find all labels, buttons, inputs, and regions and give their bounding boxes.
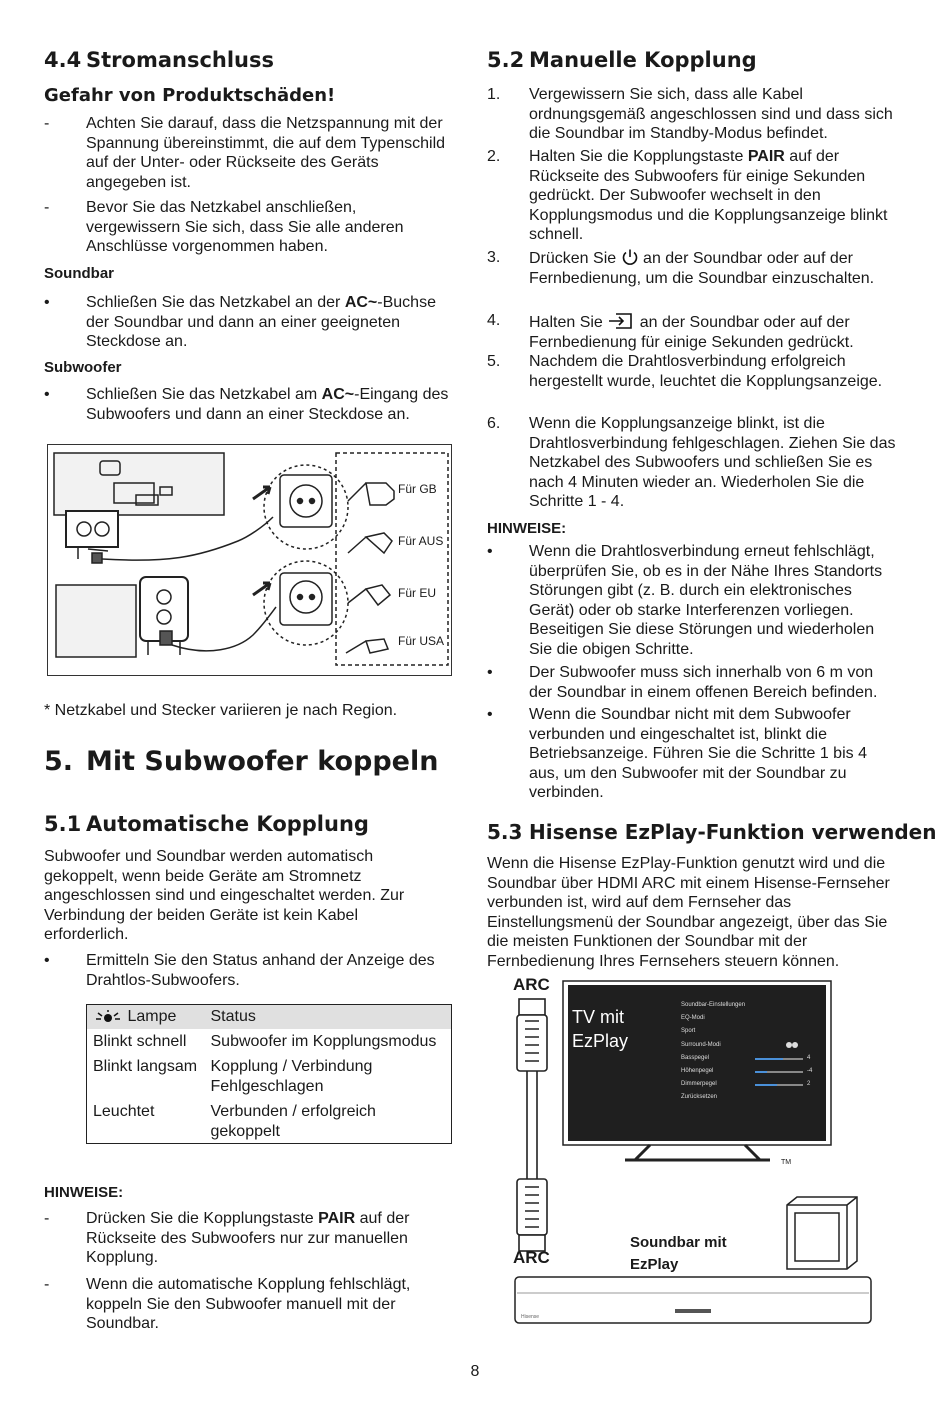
list-item-text: Wenn die Drahtlosverbindung erneut fehlschlägt, überprüfen Sie, ob es in der Nähe Ihres Standorts Störungen gibt (z. B. durch ein elektronisches Gerät) oder ob starke Interferenzen vorliegen. Beseitigen Sie diese Störungen und wiederholen Sie die obigen Schritte. [529,543,883,658]
step-item [487,311,899,352]
table-row [87,1054,452,1099]
table-row [87,1099,452,1144]
auto-pairing-intro: Subwoofer und Soundbar werden automatisch gekoppelt, wenn beide Geräte am Stromnetz angeschlossen sind und eingeschaltet werden. Zur Verbindung der beiden Geräte ist kein Kabel erforderlich. [44,848,405,943]
chapter-title: Mit Subwoofer koppeln [86,746,439,777]
list-item [44,114,454,192]
menu-item: EQ-Modi [681,1015,705,1022]
notes-heading: HINWEISE: [44,1184,124,1201]
region-label: Für EU [398,586,437,600]
power-connection-illustration [47,444,452,676]
ezplay-illustration [505,975,885,1325]
list-item [44,198,454,257]
bullet-marker: • [44,294,50,311]
region-label: Für USA [398,634,445,648]
trademark-label: TM [781,1159,792,1166]
section-number: 5.3 [487,820,523,844]
arc-label-top: ARC [513,975,550,994]
dash-marker: - [44,199,50,216]
step-number: 6. [487,415,501,432]
step-text: Nachdem die Drahtlosverbindung erfolgreich hergestellt wurde, leuchtet die Kopplungsanzeige. [529,353,883,390]
step-number: 3. [487,249,501,266]
step-text: Halten Sie die Kopplungstaste PAIR auf der Rückseite des Subwoofers für einige Sekunden gedrückt. Der Subwoofer wechselt in den Kopplungsmodus und die Kopplungsanzeige blinkt schnell. [529,148,888,243]
soundbar-label: Soundbar mit EzPlay [630,1234,727,1273]
status-table [86,1004,452,1144]
step-number: 4. [487,312,501,329]
list-item [44,293,454,352]
step-text: Halten Sie an der Soundbar oder auf der Fernbedienung für einige Sekunden gedrückt. [529,311,899,352]
list-item-text: Der Subwoofer muss sich innerhalb von 6 m von der Soundbar in einem offenen Bereich befinden. [529,664,878,701]
bullet-marker: • [44,952,50,969]
list-item [44,951,454,990]
brand-logo: Hisense [521,1314,540,1320]
chapter-number: 5. [44,746,74,777]
step-number: 2. [487,148,501,165]
table-cell: Verbunden / erfolgreich gekoppelt [210,1103,376,1140]
menu-item: Surround-Modi [681,1041,721,1048]
lamp-icon [93,1009,123,1023]
section-4-4-heading [44,47,274,73]
table-header-lamp: Lampe [87,1005,205,1029]
step-item [487,352,899,391]
section-number: 5.2 [487,48,525,72]
bullet-marker: • [44,386,50,403]
section-title: Hisense EzPlay-Funktion verwenden [529,820,937,844]
power-cable-diagram [48,445,450,674]
chapter-5-heading [44,746,439,777]
menu-item: Höhenpegel -4 [681,1068,813,1075]
table-cell: Blinkt langsam [93,1058,198,1075]
list-item-text: Wenn die Soundbar nicht mit dem Subwoofer verbunden und eingeschaltet ist, blinkt die Betriebsanzeige. Führen Sie die Schritte 1 bis 4 aus, um den Subwoofer mit der Soundbar zu verbinden. [529,706,867,801]
bullet-marker: • [487,664,493,681]
section-title: Stromanschluss [86,48,274,72]
region-label: Für AUS [398,534,444,548]
list-item [44,1275,444,1334]
ezplay-intro: Wenn die Hisense EzPlay-Funktion genutzt wird und die Soundbar über HDMI ARC mit einem Hisense-Fernseher verbunden ist, wird auf dem Fernseher das Einstellungsmenü der Soundbar angezeigt, über das Sie die meisten Funktionen der Soundbar mit der Fernbedienung Ihres Fernsehers steuern können. [487,855,890,970]
power-icon [621,248,639,266]
section-number: 4.4 [44,48,82,72]
table-cell: Subwoofer im Kopplungsmodus [210,1032,437,1050]
soundbar-settings-menu [681,999,831,1105]
menu-item: Basspegel 4 [681,1054,811,1061]
list-item [487,663,899,702]
step-item [487,248,899,288]
list-item-text: Wenn die automatische Kopplung fehlschlägt, koppeln Sie den Subwoofer manuell mit der Soundbar. [86,1276,411,1332]
section-5-1-heading [44,811,369,837]
step-number: 1. [487,86,501,103]
menu-item: Dimmerpegel 2 [681,1081,811,1088]
section-5-2-heading [487,47,757,73]
step-text: Wenn die Kopplungsanzeige blinkt, ist die Drahtlosverbindung fehlgeschlagen. Ziehen Sie das Netzkabel des Subwoofers und schließen Sie es nach 4 Minuten wieder an. Wiederholen Sie die Schritte 1 - 4. [529,415,896,510]
footnote: * Netzkabel und Stecker variieren je nach Region. [44,702,398,719]
list-item-text: Achten Sie darauf, dass die Netzspannung mit der Spannung übereinstimmt, die auf dem Typenschild auf der Unter- oder Rückseite des Geräts angegeben ist. [86,115,446,191]
soundbar-subheading: Soundbar [44,265,114,282]
menu-title: Soundbar-Einstellungen [681,1002,746,1008]
step-item [487,85,899,144]
table-header-status: Status [210,1008,256,1025]
list-item [44,385,454,424]
list-item-text: Ermitteln Sie den Status anhand der Anzeige des Drahtlos-Subwoofers. [86,952,435,989]
list-item-text: Schließen Sie das Netzkabel am AC~-Eingang des Subwoofers und dann an einer Steckdose an. [86,386,449,423]
step-item [487,414,899,512]
bullet-marker: • [487,706,493,723]
step-number: 5. [487,353,501,370]
step-item [487,147,899,245]
region-label: Für GB [398,482,437,496]
tv-label: TV mit EzPlay [572,1007,629,1051]
table-cell: Blinkt schnell [93,1032,187,1050]
list-item-text: Schließen Sie das Netzkabel an der AC~-Buchse der Soundbar und dann an einer geeigneten Steckdose an. [86,294,436,350]
dash-marker: - [44,115,50,132]
page-number: 8 [470,1363,480,1380]
input-source-icon [607,311,635,331]
section-title: Automatische Kopplung [86,812,369,836]
subwoofer-subheading: Subwoofer [44,359,122,376]
section-5-3-heading [487,819,936,845]
dash-marker: - [44,1276,50,1293]
table-cell: Leuchtet [93,1103,155,1120]
step-text: Vergewissern Sie sich, dass alle Kabel ordnungsgemäß angeschlossen sind und dass sich die Soundbar im Standby-Modus befindet. [529,86,893,142]
list-item [487,705,899,803]
table-cell: Kopplung / Verbindung Fehlgeschlagen [210,1058,373,1095]
list-item-text: Bevor Sie das Netzkabel anschließen, vergewissern Sie sich, dass Sie alle anderen Anschlüsse vorgenommen haben. [86,199,404,255]
section-title: Manuelle Kopplung [529,48,757,72]
section-number: 5.1 [44,812,82,836]
dash-marker: - [44,1210,50,1227]
list-item [44,1209,444,1268]
notes-heading: HINWEISE: [487,520,567,537]
bullet-marker: • [487,543,493,560]
list-item [487,542,899,659]
arc-label-bottom: ARC [513,1248,550,1267]
list-item-text: Drücken Sie die Kopplungstaste PAIR auf der Rückseite des Subwoofers nur zur manuellen Kopplung. [86,1210,410,1266]
step-text: Drücken Sie an der Soundbar oder auf der Fernbedienung, um die Soundbar einzuschalten. [529,250,875,287]
table-row [87,1029,452,1055]
danger-heading: Gefahr von Produktschäden! [44,85,336,106]
menu-item: Zurücksetzen [681,1094,718,1101]
menu-item: Sport [681,1028,696,1035]
